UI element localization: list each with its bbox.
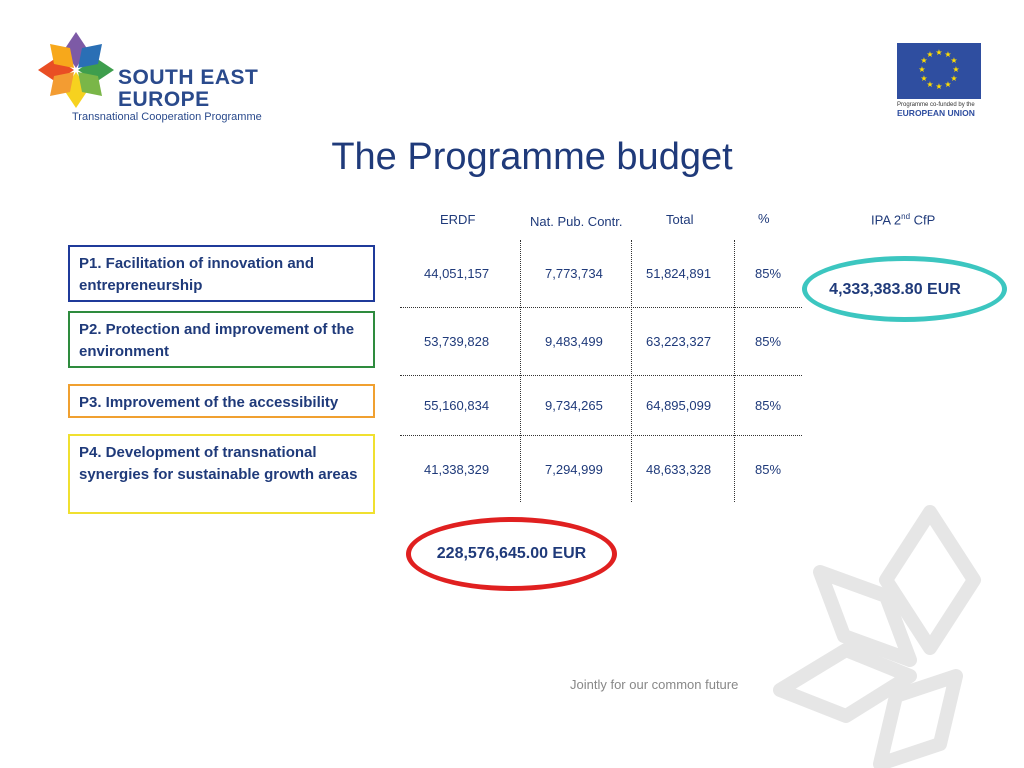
- svg-text:★: ★: [944, 80, 952, 89]
- cell-erdf: 53,739,828: [424, 334, 490, 349]
- cell-total: 64,895,099: [646, 398, 712, 413]
- svg-text:★: ★: [918, 65, 926, 74]
- ipa-suffix: CfP: [910, 212, 936, 228]
- col-header-nat: Nat. Pub. Contr.: [530, 214, 623, 229]
- ipa-prefix: IPA 2: [871, 212, 902, 228]
- page-title: The Programme budget: [331, 136, 733, 178]
- logo-text-line2: EUROPE: [118, 88, 210, 111]
- cell-pct: 85%: [755, 266, 782, 281]
- cell-nat: 9,483,499: [545, 334, 603, 349]
- cell-total: 48,633,328: [646, 462, 712, 477]
- svg-text:★: ★: [935, 82, 943, 91]
- grid-vline: [734, 240, 735, 502]
- tagline: Jointly for our common future: [570, 677, 739, 692]
- logo-text-line1: SOUTH EAST: [118, 66, 259, 89]
- grid-vline: [520, 240, 521, 502]
- grid-hline: [400, 375, 802, 376]
- cell-nat: 7,773,734: [545, 266, 603, 281]
- svg-text:★: ★: [952, 65, 960, 74]
- svg-text:★: ★: [926, 80, 934, 89]
- col-header-erdf: ERDF: [440, 212, 476, 227]
- svg-text:★: ★: [950, 74, 958, 83]
- total-amount: 228,576,645.00 EUR: [436, 545, 587, 562]
- flower-logo-icon: [36, 30, 116, 110]
- cell-erdf: 44,051,157: [424, 266, 490, 281]
- svg-text:★: ★: [950, 56, 958, 65]
- cell-total: 63,223,327: [646, 334, 712, 349]
- cell-erdf: 41,338,329: [424, 462, 490, 477]
- priority-p3: P3. Improvement of the accessibility: [68, 384, 375, 418]
- grid-vline: [631, 240, 632, 502]
- priority-p1: P1. Facilitation of innovation and entrepreneurship: [68, 245, 375, 302]
- programme-logo: [36, 30, 276, 125]
- watermark-flower-icon: [760, 500, 1024, 768]
- svg-text:★: ★: [920, 56, 928, 65]
- col-header-pct: %: [758, 211, 770, 226]
- cell-nat: 7,294,999: [545, 462, 603, 477]
- svg-text:★: ★: [926, 50, 934, 59]
- cell-pct: 85%: [755, 462, 782, 477]
- svg-text:★: ★: [920, 74, 928, 83]
- ipa-sup: nd: [901, 212, 911, 221]
- cell-erdf: 55,160,834: [424, 398, 490, 413]
- cell-total: 51,824,891: [646, 266, 712, 281]
- col-header-ipa: [871, 212, 935, 227]
- priority-p2: P2. Protection and improvement of the environment: [68, 311, 375, 368]
- cell-pct: 85%: [755, 398, 782, 413]
- priority-p4: P4. Development of transnational synergies for sustainable growth areas: [68, 434, 375, 514]
- svg-text:★: ★: [944, 50, 952, 59]
- grid-hline: [400, 435, 802, 436]
- col-header-total: Total: [666, 212, 694, 227]
- cell-nat: 9,734,265: [545, 398, 603, 413]
- eu-name: EUROPEAN UNION: [897, 108, 975, 118]
- svg-text:★: ★: [935, 48, 943, 57]
- logo-subtitle: Transnational Cooperation Programme: [72, 111, 262, 123]
- ipa-amount: 4,333,383.80 EUR: [829, 281, 961, 298]
- cell-pct: 85%: [755, 334, 782, 349]
- grid-hline: [400, 307, 802, 308]
- eu-caption: Programme co-funded by the: [897, 102, 975, 108]
- eu-flag-icon: [897, 43, 981, 99]
- eu-emblem: [897, 43, 983, 118]
